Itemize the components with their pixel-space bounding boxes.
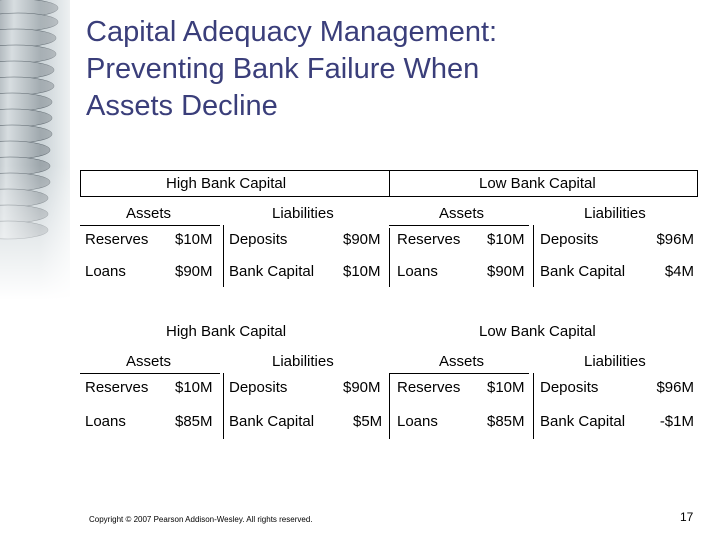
row-asset-value: $10M [487,231,525,248]
row-asset-value: $85M [175,413,213,430]
title-line-3: Assets Decline [86,90,278,122]
row-liability-value: $4M [664,263,694,280]
row-asset-name: Loans [85,413,126,430]
row-liability-name: Deposits [229,379,288,396]
title-line-1: Capital Adequacy Management: [86,16,498,48]
row-liability-value: $96M [656,379,694,396]
row-asset-value: $10M [175,231,213,248]
row-asset-name: Reserves [85,231,149,248]
liabilities-label-left: Liabilities [272,205,334,222]
row-asset-value: $90M [175,263,213,280]
title-line-2: Preventing Bank Failure When [86,53,480,85]
assets-label-left: Assets [126,353,172,370]
row-liability-value: $5M [353,413,383,430]
page-number: 17 [680,510,694,524]
row-liability-value: $90M [343,231,381,248]
row-asset-name: Loans [397,413,438,430]
row-asset-value: $90M [487,263,525,280]
row-liability-value: $90M [343,379,381,396]
header-low-capital: Low Bank Capital [479,175,596,192]
row-asset-name: Reserves [397,379,461,396]
liabilities-label-right: Liabilities [584,353,646,370]
row-liability-value: $10M [343,263,381,280]
row-asset-value: $10M [175,379,213,396]
row-asset-name: Loans [397,263,438,280]
assets-label-left: Assets [126,205,172,222]
assets-label-right: Assets [439,353,485,370]
row-liability-name: Bank Capital [540,413,626,430]
slide-title [86,14,686,125]
header-high-capital: High Bank Capital [166,175,287,192]
header-low-capital: Low Bank Capital [479,323,596,340]
row-asset-name: Reserves [85,379,149,396]
row-liability-value: -$1M [659,413,694,430]
row-liability-name: Bank Capital [229,413,315,430]
row-liability-value: $96M [656,231,694,248]
coin-stack-image [0,0,70,300]
row-asset-name: Reserves [397,231,461,248]
row-liability-name: Bank Capital [540,263,626,280]
row-liability-name: Deposits [540,379,599,396]
row-liability-name: Deposits [540,231,599,248]
row-asset-value: $10M [487,379,525,396]
row-asset-name: Loans [85,263,126,280]
row-liability-name: Deposits [229,231,288,248]
liabilities-label-right: Liabilities [584,205,646,222]
liabilities-label-left: Liabilities [272,353,334,370]
copyright-notice: Copyright © 2007 Pearson Addison-Wesley. All rights reserved. [89,515,313,524]
header-high-capital: High Bank Capital [166,323,287,340]
row-liability-name: Bank Capital [229,263,315,280]
row-asset-value: $85M [487,413,525,430]
assets-label-right: Assets [439,205,485,222]
